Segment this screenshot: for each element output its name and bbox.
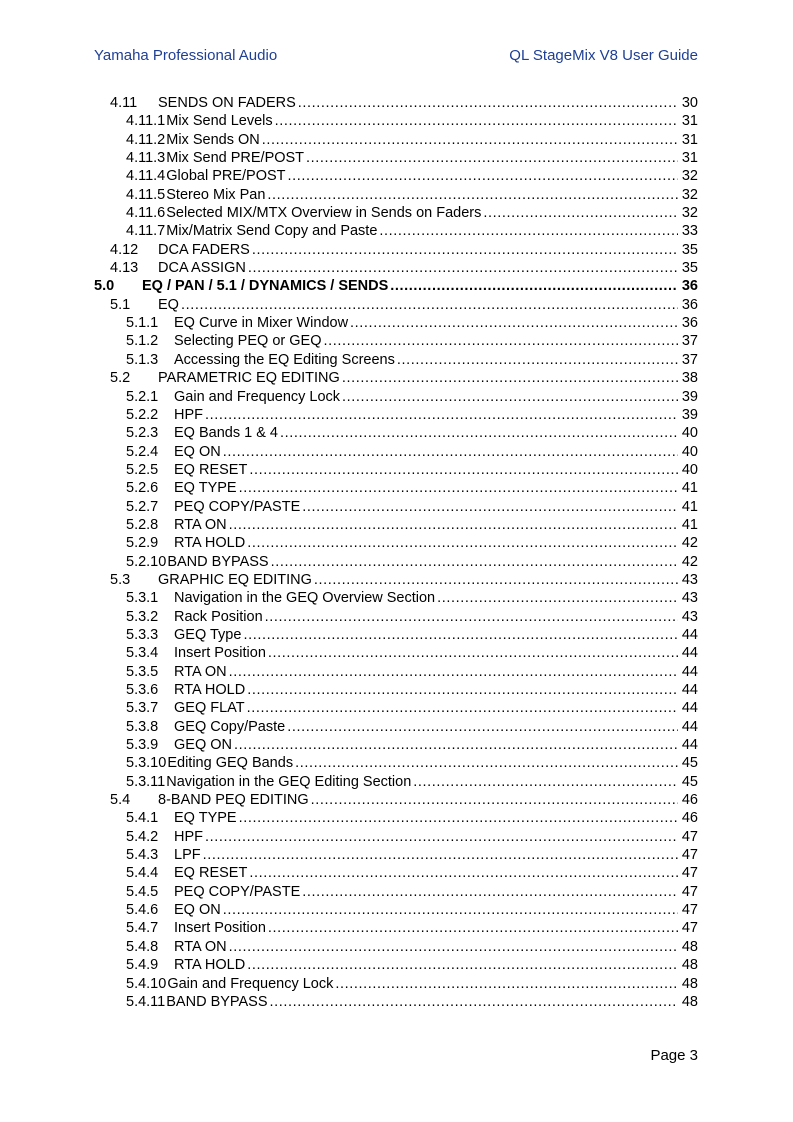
toc-dot-leader: [248, 259, 678, 277]
toc-dot-leader: [247, 681, 678, 699]
page-number: Page 3: [650, 1047, 698, 1064]
toc-entry-title: Gain and Frequency Lock: [174, 388, 341, 405]
toc-dot-leader: [397, 351, 678, 369]
toc-dot-leader: [311, 791, 678, 809]
toc-entry-page: 48: [681, 975, 698, 992]
toc-entry-title: GEQ Type: [174, 626, 242, 643]
toc-entry-number: 5.4.3: [126, 847, 159, 864]
toc-entry[interactable]: [94, 241, 698, 259]
toc-dot-leader: [379, 222, 678, 240]
toc-entry-page: 37: [681, 351, 698, 368]
toc-entry-title: GEQ ON: [174, 737, 233, 754]
toc-entry-number: 5.3.3: [126, 626, 159, 643]
toc-entry[interactable]: [94, 516, 698, 534]
toc-entry-page: 33: [681, 223, 698, 240]
toc-dot-leader: [437, 589, 678, 607]
toc-dot-leader: [413, 773, 678, 791]
toc-entry-title: Mix Send Levels: [166, 113, 273, 130]
toc-entry-page: 43: [681, 571, 698, 588]
toc-entry-number: 5.2.6: [126, 480, 159, 497]
toc-dot-leader: [483, 204, 678, 222]
toc-entry-number: 5.4: [110, 792, 131, 809]
toc-entry-page: 47: [681, 828, 698, 845]
toc-entry-number: 5.1.2: [126, 333, 159, 350]
toc-entry-number: 5.1.1: [126, 315, 159, 332]
toc-dot-leader: [247, 534, 678, 552]
toc-entry-title: EQ Bands 1 & 4: [174, 425, 278, 442]
toc-entry-page: 32: [681, 168, 698, 185]
toc-dot-leader: [271, 553, 678, 571]
toc-entry-page: 40: [681, 425, 698, 442]
toc-dot-leader: [287, 718, 678, 736]
toc-entry-page: 44: [681, 737, 698, 754]
toc-entry-number: 5.3: [110, 571, 131, 588]
toc-entry-number: 4.11: [110, 95, 138, 111]
toc-entry-number: 4.11.5: [126, 186, 166, 203]
toc-entry-title: Navigation in the GEQ Editing Section: [166, 773, 412, 790]
toc-entry-page: 43: [681, 590, 698, 607]
toc-entry-number: 5.4.2: [126, 828, 159, 845]
toc-entry-number: 5.3.10: [126, 755, 167, 772]
toc-entry-title: EQ RESET: [174, 461, 248, 478]
toc-entry-number: 4.11.6: [126, 205, 166, 222]
toc-dot-leader: [247, 699, 678, 717]
toc-entry-page: 30: [681, 95, 698, 111]
toc-entry-title: PARAMETRIC EQ EDITING: [158, 370, 340, 387]
toc-entry[interactable]: [94, 277, 698, 295]
toc-entry-number: 5.4.6: [126, 902, 159, 919]
toc-dot-leader: [205, 406, 678, 424]
toc-entry-number: 5.2.10: [126, 553, 167, 570]
toc-entry-page: 47: [681, 920, 698, 937]
toc-entry-title: BAND BYPASS: [167, 553, 269, 570]
toc-entry-page: 44: [681, 718, 698, 735]
toc-entry-title: RTA ON: [174, 663, 227, 680]
toc-entry-page: 35: [681, 241, 698, 258]
toc-entry-title: Mix Send PRE/POST: [166, 150, 305, 167]
toc-entry[interactable]: [94, 406, 698, 424]
toc-entry-title: GRAPHIC EQ EDITING: [158, 571, 312, 588]
toc-entry[interactable]: [94, 663, 698, 681]
toc-dot-leader: [335, 975, 678, 993]
toc-entry-number: 5.4.7: [126, 920, 159, 937]
toc-entry[interactable]: [94, 131, 698, 149]
toc-entry-title: BAND BYPASS: [166, 993, 268, 1010]
toc-entry-title: GEQ Copy/Paste: [174, 718, 286, 735]
toc-entry[interactable]: [94, 351, 698, 369]
toc-dot-leader: [239, 809, 678, 827]
toc-entry-title: Insert Position: [174, 920, 266, 937]
toc-entry-page: 47: [681, 883, 698, 900]
toc-entry-page: 36: [681, 278, 698, 295]
toc-entry-page: 46: [681, 792, 698, 809]
toc-entry-page: 44: [681, 626, 698, 643]
toc-entry[interactable]: [94, 699, 698, 717]
toc-entry-title: LPF: [174, 847, 201, 864]
toc-entry-page: 31: [681, 113, 698, 130]
toc-entry-number: 4.12: [110, 241, 139, 258]
toc-entry-page: 45: [681, 755, 698, 772]
toc-dot-leader: [314, 571, 678, 589]
toc-dot-leader: [243, 626, 678, 644]
toc-entry-page: 37: [681, 333, 698, 350]
toc-dot-leader: [268, 919, 678, 937]
toc-entry-title: EQ ON: [174, 902, 221, 919]
toc-entry[interactable]: [94, 369, 698, 387]
toc-entry-title: 8-BAND PEQ EDITING: [158, 792, 309, 809]
toc-entry[interactable]: [94, 864, 698, 882]
toc-dot-leader: [390, 277, 678, 295]
toc-entry[interactable]: [94, 259, 698, 277]
toc-dot-leader: [267, 186, 678, 204]
toc-entry[interactable]: [94, 204, 698, 222]
toc-entry-number: 5.2.8: [126, 516, 159, 533]
toc-entry[interactable]: [94, 332, 698, 350]
toc-entry-number: 5.3.9: [126, 737, 159, 754]
table-of-contents: [94, 94, 698, 1011]
toc-entry[interactable]: [94, 112, 698, 130]
toc-entry-number: 5.2.2: [126, 406, 159, 423]
toc-entry[interactable]: [94, 388, 698, 406]
toc-entry[interactable]: [94, 626, 698, 644]
toc-entry-page: 43: [681, 608, 698, 625]
page-header: [94, 47, 698, 67]
toc-entry-page: 48: [681, 938, 698, 955]
toc-entry-number: 5.3.1: [126, 590, 159, 607]
toc-dot-leader: [265, 608, 678, 626]
toc-entry[interactable]: [94, 553, 698, 571]
toc-entry-number: 5.2: [110, 370, 131, 387]
toc-entry-number: 4.11.7: [126, 223, 166, 240]
toc-entry-title: SENDS ON FADERS: [158, 95, 296, 111]
toc-entry-number: 5.2.5: [126, 461, 159, 478]
toc-entry-page: 39: [681, 388, 698, 405]
toc-dot-leader: [270, 993, 678, 1011]
toc-entry-number: 5.4.11: [126, 993, 166, 1010]
toc-entry-page: 44: [681, 700, 698, 717]
toc-entry-title: HPF: [174, 828, 203, 845]
toc-entry-page: 31: [681, 150, 698, 167]
toc-entry[interactable]: [94, 736, 698, 754]
toc-entry-number: 5.3.5: [126, 663, 159, 680]
toc-entry[interactable]: [94, 314, 698, 332]
toc-entry-title: Global PRE/POST: [166, 168, 286, 185]
toc-entry-page: 41: [681, 480, 698, 497]
toc-entry-number: 4.11.3: [126, 150, 166, 167]
toc-entry-number: 5.4.9: [126, 957, 159, 974]
toc-entry[interactable]: [94, 589, 698, 607]
toc-entry[interactable]: [94, 754, 698, 772]
toc-dot-leader: [295, 754, 678, 772]
toc-entry[interactable]: [94, 809, 698, 827]
toc-entry-page: 32: [681, 205, 698, 222]
toc-entry-number: 4.11.1: [126, 113, 166, 130]
toc-entry-page: 35: [681, 260, 698, 277]
toc-entry-number: 5.4.4: [126, 865, 159, 882]
toc-entry-number: 5.3.7: [126, 700, 159, 717]
toc-entry-page: 39: [681, 406, 698, 423]
toc-dot-leader: [350, 314, 678, 332]
toc-entry-title: Gain and Frequency Lock: [167, 975, 334, 992]
toc-entry-number: 5.2.4: [126, 443, 159, 460]
toc-entry-page: 40: [681, 443, 698, 460]
toc-entry[interactable]: [94, 828, 698, 846]
toc-entry-number: 5.0: [94, 278, 115, 295]
toc-entry-page: 47: [681, 902, 698, 919]
toc-entry-title: Stereo Mix Pan: [166, 186, 266, 203]
toc-entry-title: PEQ COPY/PASTE: [174, 883, 301, 900]
toc-entry[interactable]: [94, 186, 698, 204]
toc-entry[interactable]: [94, 424, 698, 442]
toc-entry-title: RTA HOLD: [174, 957, 246, 974]
toc-entry[interactable]: [94, 571, 698, 589]
toc-entry[interactable]: [94, 681, 698, 699]
toc-dot-leader: [323, 332, 678, 350]
toc-entry[interactable]: [94, 149, 698, 167]
toc-dot-leader: [288, 167, 678, 185]
toc-dot-leader: [229, 938, 678, 956]
toc-entry-page: 44: [681, 682, 698, 698]
toc-entry-number: 5.4.8: [126, 938, 159, 955]
toc-entry-title: EQ TYPE: [174, 480, 237, 497]
toc-entry[interactable]: [94, 993, 698, 1011]
toc-entry-title: GEQ FLAT: [174, 700, 245, 717]
toc-dot-leader: [249, 461, 678, 479]
toc-entry[interactable]: [94, 846, 698, 864]
toc-dot-leader: [239, 479, 678, 497]
toc-dot-leader: [302, 883, 678, 901]
toc-dot-leader: [275, 112, 678, 130]
toc-entry-number: 5.1: [110, 296, 131, 313]
toc-entry[interactable]: [94, 443, 698, 461]
toc-entry-title: EQ ON: [174, 443, 221, 460]
toc-entry-page: 44: [681, 645, 698, 662]
toc-entry-title: Selecting PEQ or GEQ: [174, 333, 322, 350]
toc-entry-title: DCA ASSIGN: [158, 260, 246, 277]
toc-entry-page: 32: [681, 186, 698, 203]
toc-entry-number: 5.3.6: [126, 682, 159, 698]
toc-entry[interactable]: [94, 975, 698, 993]
toc-entry[interactable]: [94, 534, 698, 552]
toc-entry-title: EQ RESET: [174, 865, 248, 882]
toc-entry-number: 4.11.4: [126, 168, 166, 185]
toc-entry-number: 5.2.7: [126, 498, 159, 515]
toc-entry[interactable]: [94, 479, 698, 497]
toc-dot-leader: [223, 901, 678, 919]
toc-entry-title: RTA HOLD: [174, 535, 246, 552]
toc-entry[interactable]: [94, 644, 698, 662]
toc-entry-number: 5.3.2: [126, 608, 159, 625]
toc-entry-number: 4.13: [110, 260, 139, 277]
toc-entry-page: 40: [681, 461, 698, 478]
toc-entry[interactable]: [94, 296, 698, 314]
toc-entry-page: 36: [681, 296, 698, 313]
toc-dot-leader: [229, 516, 678, 534]
toc-entry-title: Mix/Matrix Send Copy and Paste: [166, 223, 378, 240]
toc-entry-title: EQ Curve in Mixer Window: [174, 315, 349, 332]
toc-entry[interactable]: [94, 498, 698, 516]
toc-entry-page: 38: [681, 370, 698, 387]
toc-dot-leader: [247, 956, 678, 974]
toc-entry-page: 41: [681, 498, 698, 515]
toc-entry[interactable]: [94, 773, 698, 791]
toc-entry-number: 5.1.3: [126, 351, 159, 368]
toc-entry-page: 42: [681, 535, 698, 552]
toc-entry-title: EQ TYPE: [174, 810, 237, 827]
toc-entry-title: Rack Position: [174, 608, 263, 625]
toc-entry[interactable]: [94, 608, 698, 626]
toc-entry-title: Accessing the EQ Editing Screens: [174, 351, 395, 368]
toc-entry-title: Selected MIX/MTX Overview in Sends on Faders: [166, 205, 482, 222]
toc-entry-title: PEQ COPY/PASTE: [174, 498, 301, 515]
toc-entry[interactable]: [94, 718, 698, 736]
toc-entry-page: 45: [681, 773, 698, 790]
toc-entry-page: 42: [681, 553, 698, 570]
toc-entry-title: Insert Position: [174, 645, 266, 662]
toc-entry-number: 5.4.10: [126, 975, 167, 992]
header-company: Yamaha Professional Audio: [94, 47, 278, 64]
toc-dot-leader: [203, 846, 678, 864]
toc-entry[interactable]: [94, 956, 698, 974]
toc-dot-leader: [262, 131, 678, 149]
toc-dot-leader: [229, 663, 678, 681]
toc-entry[interactable]: [94, 167, 698, 185]
toc-entry-number: 5.3.4: [126, 645, 159, 662]
toc-entry-title: DCA FADERS: [158, 241, 250, 258]
toc-entry-title: RTA ON: [174, 516, 227, 533]
toc-entry-title: Mix Sends ON: [166, 131, 260, 148]
toc-entry-number: 4.11.2: [126, 131, 166, 148]
toc-dot-leader: [268, 644, 678, 662]
toc-entry-number: 5.2.9: [126, 535, 159, 552]
toc-dot-leader: [298, 94, 678, 112]
toc-entry[interactable]: [94, 938, 698, 956]
toc-entry-number: 5.4.5: [126, 883, 159, 900]
toc-entry-number: 5.3.11: [126, 773, 166, 790]
toc-entry-number: 5.3.8: [126, 718, 159, 735]
toc-entry-title: HPF: [174, 406, 203, 423]
toc-entry-page: 48: [681, 957, 698, 974]
toc-entry-page: 36: [681, 315, 698, 332]
toc-dot-leader: [342, 369, 678, 387]
toc-entry-number: 5.4.1: [126, 810, 159, 827]
toc-dot-leader: [181, 296, 678, 314]
toc-entry-number: 5.2.3: [126, 425, 159, 442]
toc-entry-page: 48: [681, 993, 698, 1010]
toc-entry[interactable]: [94, 883, 698, 901]
toc-entry-page: 44: [681, 663, 698, 680]
toc-dot-leader: [280, 424, 678, 442]
toc-entry[interactable]: [94, 919, 698, 937]
toc-entry-title: EQ: [158, 296, 179, 313]
toc-entry-page: 46: [681, 810, 698, 827]
toc-dot-leader: [249, 864, 678, 882]
toc-dot-leader: [252, 241, 678, 259]
toc-entry-title: RTA HOLD: [174, 682, 246, 698]
toc-dot-leader: [205, 828, 678, 846]
toc-entry-page: 31: [681, 131, 698, 148]
toc-entry-page: 47: [681, 865, 698, 882]
toc-entry[interactable]: [94, 461, 698, 479]
toc-dot-leader: [302, 498, 678, 516]
toc-dot-leader: [234, 736, 678, 754]
toc-entry-title: Navigation in the GEQ Overview Section: [174, 590, 436, 607]
toc-dot-leader: [342, 388, 678, 406]
toc-entry-page: 41: [681, 516, 698, 533]
toc-entry[interactable]: [94, 222, 698, 240]
toc-entry-page: 47: [681, 847, 698, 864]
toc-entry-title: Editing GEQ Bands: [167, 755, 294, 772]
toc-entry[interactable]: [94, 791, 698, 809]
header-doc-title: QL StageMix V8 User Guide: [509, 47, 698, 64]
toc-entry[interactable]: [94, 94, 698, 112]
toc-entry[interactable]: [94, 901, 698, 919]
toc-dot-leader: [306, 149, 678, 167]
toc-entry-number: 5.2.1: [126, 388, 159, 405]
toc-entry-title: RTA ON: [174, 938, 227, 955]
toc-entry-title: EQ / PAN / 5.1 / DYNAMICS / SENDS: [142, 278, 389, 295]
toc-dot-leader: [223, 443, 678, 461]
